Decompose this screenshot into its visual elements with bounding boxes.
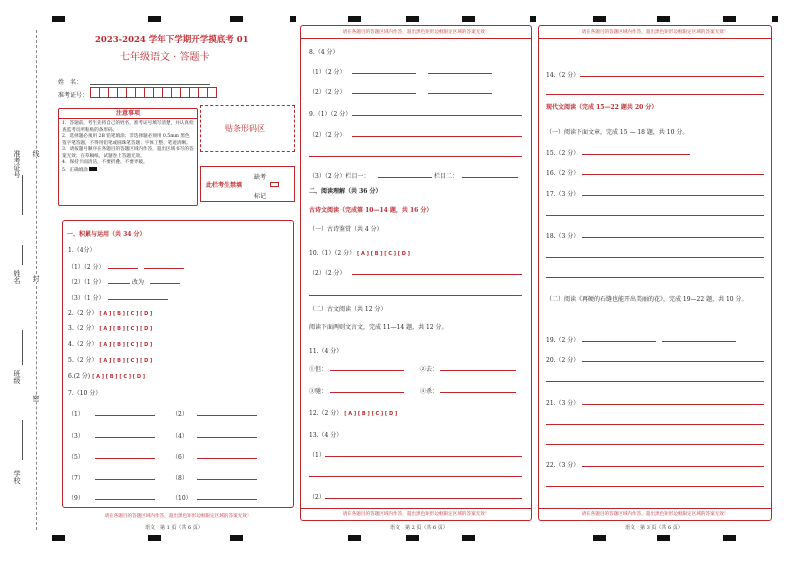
- binding-label-name: 姓名: [13, 270, 21, 284]
- q17-label: 17.（3 分）: [546, 191, 580, 198]
- q7-sub-label: （1）: [68, 411, 84, 418]
- poem-subsection: （一）古诗鉴赏（共 4 分）: [309, 226, 383, 233]
- position-mark: [657, 535, 670, 541]
- q7-sub-label: （8）: [172, 475, 188, 482]
- position-mark: [406, 16, 419, 22]
- q11-answer-line[interactable]: [330, 392, 404, 393]
- q8-answer-line[interactable]: [428, 93, 492, 94]
- q9-3-column2: 栏目二：: [434, 173, 459, 180]
- q22-answer-line[interactable]: [582, 466, 764, 467]
- q1-label: 1.（4分）: [68, 247, 96, 254]
- bottom-notice: 请在各题目的答题区域内作答，超出黑色矩形边框限定区域的答案无效！: [342, 512, 490, 517]
- binding-label-id: 准考证号: [13, 150, 21, 178]
- q1-2-label: （2）（1 分）: [68, 279, 105, 286]
- q9-answer-line[interactable]: [352, 136, 522, 137]
- notice-title: 注意事项: [59, 109, 197, 119]
- q2-label: 2.（2 分） [ A ] [ B ] [ C ] [ D ]: [68, 310, 153, 317]
- q10-answer-line[interactable]: [352, 274, 522, 275]
- q7-answer-line[interactable]: [197, 479, 257, 480]
- bottom-notice: 请在各题目的答题区域内作答，超出黑色矩形边框限定区域的答案无效！: [104, 514, 252, 519]
- q9-2-label: （2）（2 分）: [309, 132, 346, 139]
- q21-answer-line[interactable]: [582, 404, 764, 405]
- q9-answer-line[interactable]: [462, 177, 518, 178]
- position-mark: [52, 16, 65, 22]
- q21-answer-line[interactable]: [546, 444, 764, 445]
- q6-label: 6.(2 分) [ A ] [ B ] [ C ] [ D ]: [68, 373, 145, 380]
- answer-panel-col3: [538, 25, 772, 521]
- q20-answer-line[interactable]: [546, 381, 764, 382]
- name-field[interactable]: [90, 77, 210, 85]
- q1-1-answer-line[interactable]: [108, 268, 138, 269]
- q7-answer-line[interactable]: [95, 437, 155, 438]
- q12-label: 12.（2 分） [ A ] [ B ] [ C ] [ D ]: [309, 410, 398, 417]
- position-mark: [723, 16, 736, 22]
- position-mark: [462, 16, 475, 22]
- id-label: 准考证号：: [58, 92, 89, 99]
- q7-answer-line[interactable]: [95, 415, 155, 416]
- q16-label: 16.（2 分）: [546, 170, 580, 177]
- page-footer: 语文 第 1 页（共 6 页）: [145, 525, 203, 531]
- position-mark: [348, 16, 361, 22]
- bottom-notice: 请在各题目的答题区域内作答，超出黑色矩形边框限定区域的答案无效！: [581, 512, 729, 517]
- notice-item: 4．保持卡面清洁，不要折叠、不要弄破。: [62, 160, 148, 165]
- q9-answer-line[interactable]: [378, 177, 432, 178]
- q11-word: ③驰：: [309, 388, 328, 395]
- q4-label: 4.（2 分） [ A ] [ B ] [ C ] [ D ]: [68, 341, 153, 348]
- q10-1-label: 10.（1）（2 分） [ A ] [ B ] [ C ] [ D ]: [309, 250, 410, 257]
- q8-answer-line[interactable]: [428, 73, 492, 74]
- q21-answer-line[interactable]: [546, 424, 764, 425]
- position-mark: [52, 535, 65, 541]
- notice-item: 3．请按题号顺序在各题目的答题区域内作答，超出区域书写的答案无效；在草稿纸、试题卷上答题无效。: [62, 147, 194, 159]
- q7-answer-line[interactable]: [197, 499, 257, 500]
- notice-box: [58, 108, 198, 206]
- q9-answer-line[interactable]: [309, 156, 522, 157]
- q5-choice-options[interactable]: [ A ] [ B ] [ C ] [ D ]: [99, 358, 153, 364]
- q10-answer-line[interactable]: [309, 295, 522, 296]
- q1-2-answer-line[interactable]: [108, 283, 130, 284]
- q11-word: ①但：: [309, 366, 328, 373]
- absent-warning: 此栏考生禁填: [206, 182, 243, 189]
- q10-2-label: （2）（2 分）: [309, 270, 346, 277]
- q13-label: 13.（4 分）: [309, 432, 343, 439]
- q17-answer-line[interactable]: [582, 195, 764, 196]
- position-mark: [148, 16, 161, 22]
- q19-answer-line[interactable]: [582, 341, 656, 342]
- position-mark: [530, 16, 536, 22]
- q11-answer-line[interactable]: [440, 370, 516, 371]
- page-subtitle: 七年级语文 · 答题卡: [120, 52, 210, 63]
- q7-answer-line[interactable]: [95, 458, 155, 459]
- position-mark: [406, 535, 419, 541]
- binding-fill-line: [22, 330, 23, 365]
- modern-section-title: 现代文阅读（完成 15—22 题共 20 分）: [546, 104, 658, 111]
- binding-fill-line: [22, 175, 23, 215]
- q11-word: ②去：: [420, 366, 439, 373]
- q7-answer-line[interactable]: [95, 479, 155, 480]
- position-mark: [462, 535, 475, 541]
- absent-checkbox[interactable]: [270, 182, 279, 187]
- classic-subsection: （二）古文阅读（共 12 分）: [309, 306, 387, 313]
- position-mark: [723, 535, 736, 541]
- position-mark: [230, 535, 243, 541]
- binding-label-school: 学校: [13, 470, 21, 484]
- q8-1-label: （1）（2 分）: [309, 69, 346, 76]
- q3-choice-options[interactable]: [ A ] [ B ] [ C ] [ D ]: [99, 326, 153, 332]
- q7-sub-label: （9）: [68, 495, 84, 502]
- position-mark: [148, 535, 161, 541]
- page-footer: 语文 第 3 页（共 6 页）: [625, 525, 683, 531]
- q7-sub-label: （5）: [68, 454, 84, 461]
- q22-answer-line[interactable]: [546, 486, 764, 487]
- q20-answer-line[interactable]: [582, 361, 764, 362]
- classic-description: 阅读下面两则文言文，完成 11—14 题，共 12 分。: [309, 324, 448, 331]
- notice-divider: [538, 508, 772, 509]
- binding-label-secret: 密: [32, 395, 40, 402]
- q7-sub-label: （3）: [68, 433, 84, 440]
- notice-divider: [300, 38, 532, 39]
- notice-divider: [300, 508, 532, 509]
- q13-answer-line[interactable]: [309, 476, 522, 477]
- notice-item: 1．答题前，考生先将自己的姓名，准考证号填写清楚，并认真检查监考员所粘贴的条形码。: [62, 121, 194, 133]
- q8-answer-line[interactable]: [352, 93, 416, 94]
- q3-label: 3.（2 分） [ A ] [ B ] [ C ] [ D ]: [68, 325, 153, 332]
- page-footer: 语文 第 2 页（共 6 页）: [390, 525, 448, 531]
- fill-example-label: 5．正确填涂: [62, 167, 88, 173]
- q7-sub-label: （6）: [172, 454, 188, 461]
- q7-answer-line[interactable]: [197, 437, 257, 438]
- q12-choice-options[interactable]: [ A ] [ B ] [ C ] [ D ]: [344, 411, 398, 417]
- q15-answer-line[interactable]: [582, 154, 690, 155]
- binding-label-line: 线: [32, 150, 40, 157]
- q8-answer-line[interactable]: [352, 73, 416, 74]
- q7-label: 7.（10 分）: [68, 390, 102, 397]
- q19-label: 19.（2 分）: [546, 337, 580, 344]
- position-mark: [348, 535, 361, 541]
- q8-label: 8.（4 分）: [309, 49, 339, 56]
- q7-sub-label: （10）: [172, 495, 192, 502]
- top-notice: 请在各题目的答题区域内作答，超出黑色矩形边框限定区域的答案无效！: [342, 30, 490, 35]
- notice-item: 2．选择题必须用 2B 铅笔填涂；非选择题必须用 0.5mm 黑色签字笔答题，不得用铅笔或圆珠笔答题；字体工整、笔迹清晰。: [62, 134, 191, 146]
- q2-choice-options[interactable]: [ A ] [ B ] [ C ] [ D ]: [99, 311, 153, 317]
- q18-answer-line[interactable]: [546, 277, 764, 278]
- q1-2-change: 改为: [132, 279, 145, 286]
- q5-label: 5.（2 分） [ A ] [ B ] [ C ] [ D ]: [68, 357, 153, 364]
- q14-label: 14.（2 分）: [546, 72, 580, 79]
- q14-answer-line[interactable]: [580, 76, 764, 77]
- position-mark: [230, 16, 243, 22]
- q17-answer-line[interactable]: [546, 215, 764, 216]
- q13-answer-line[interactable]: [325, 498, 522, 499]
- q21-label: 21.（3 分）: [546, 400, 580, 407]
- q16-answer-line[interactable]: [582, 174, 764, 175]
- q7-sub-label: （2）: [172, 411, 188, 418]
- q1-3-label: （3）（1 分）: [68, 295, 105, 302]
- q8-2-label: （2）（2 分）: [309, 89, 346, 96]
- q13-answer-line[interactable]: [325, 456, 522, 457]
- q20-label: 20.（2 分）: [546, 357, 580, 364]
- q7-sub-label: （7）: [68, 475, 84, 482]
- position-mark: [290, 16, 296, 22]
- section-2-title: 二、阅读理解（共 36 分）: [309, 188, 382, 195]
- barcode-label: 贴条形码区: [225, 124, 265, 133]
- q4-choice-options[interactable]: [ A ] [ B ] [ C ] [ D ]: [99, 342, 153, 348]
- position-mark: [593, 535, 606, 541]
- q19-answer-line[interactable]: [662, 341, 736, 342]
- position-mark: [772, 16, 778, 22]
- modern-subsection-1: （一）阅读下面文章，完成 15 — 18 题，共 10 分。: [546, 129, 689, 136]
- modern-subsection-2: （二）阅读《再硬的石缝也能开出美丽的花》，完成 19—22 题，共 10 分。: [546, 296, 748, 303]
- q11-label: 11.（4 分）: [309, 348, 343, 355]
- q1-2-answer-line[interactable]: [150, 283, 180, 284]
- q9-1-label: 9.（1）（2 分）: [309, 111, 352, 118]
- q7-answer-line[interactable]: [197, 458, 257, 459]
- position-mark: [657, 16, 670, 22]
- name-label: 姓 名：: [58, 79, 83, 86]
- q18-answer-line[interactable]: [582, 237, 764, 238]
- binding-label-seal: 封: [32, 275, 40, 282]
- q7-answer-line[interactable]: [197, 415, 257, 416]
- q11-answer-line[interactable]: [440, 392, 516, 393]
- section-1-title: 一、积累与运用（共 34 分）: [67, 231, 146, 238]
- notice-divider: [538, 38, 772, 39]
- absent-text: 缺考: [254, 174, 267, 181]
- q9-answer-line[interactable]: [352, 115, 522, 116]
- poem-section-title: 古诗文阅读（完成第 10—14 题，共 16 分）: [309, 207, 433, 214]
- q14-answer-line[interactable]: [546, 94, 764, 95]
- q7-answer-line[interactable]: [95, 499, 155, 500]
- top-notice: 请在各题目的答题区域内作答，超出黑色矩形边框限定区域的答案无效！: [581, 30, 729, 35]
- q6-choice-options[interactable]: [ A ] [ B ] [ C ] [ D ]: [92, 374, 145, 380]
- q9-3-label: （3）（2 分）栏目一：: [309, 173, 370, 180]
- q1-1-label: （1）（2 分）: [68, 264, 105, 271]
- q22-label: 22.（3 分）: [546, 462, 580, 469]
- id-cells[interactable]: [90, 87, 216, 98]
- position-mark: [593, 16, 606, 22]
- q18-answer-line[interactable]: [546, 257, 764, 258]
- q18-label: 18.（3 分）: [546, 233, 580, 240]
- q1-3-answer-line[interactable]: [108, 299, 168, 300]
- binding-fill-line: [22, 245, 23, 265]
- page-title: 2023-2024 学年下学期开学摸底考 01: [95, 35, 249, 45]
- q1-1-answer-line[interactable]: [144, 268, 184, 269]
- q10-choice-options[interactable]: [ A ] [ B ] [ C ] [ D ]: [357, 251, 410, 257]
- binding-fill-line: [22, 420, 23, 460]
- q11-answer-line[interactable]: [330, 370, 404, 371]
- q7-sub-label: （4）: [172, 433, 188, 440]
- fill-example-mark: [89, 167, 97, 171]
- q13-2-label: （2）: [309, 494, 325, 501]
- q11-word: ④杀：: [420, 388, 439, 395]
- binding-label-class: 班级: [13, 370, 21, 384]
- q15-label: 15.（2 分）: [546, 150, 580, 157]
- absent-mark-text: 标记: [254, 193, 267, 200]
- q13-1-label: （1）: [309, 452, 325, 459]
